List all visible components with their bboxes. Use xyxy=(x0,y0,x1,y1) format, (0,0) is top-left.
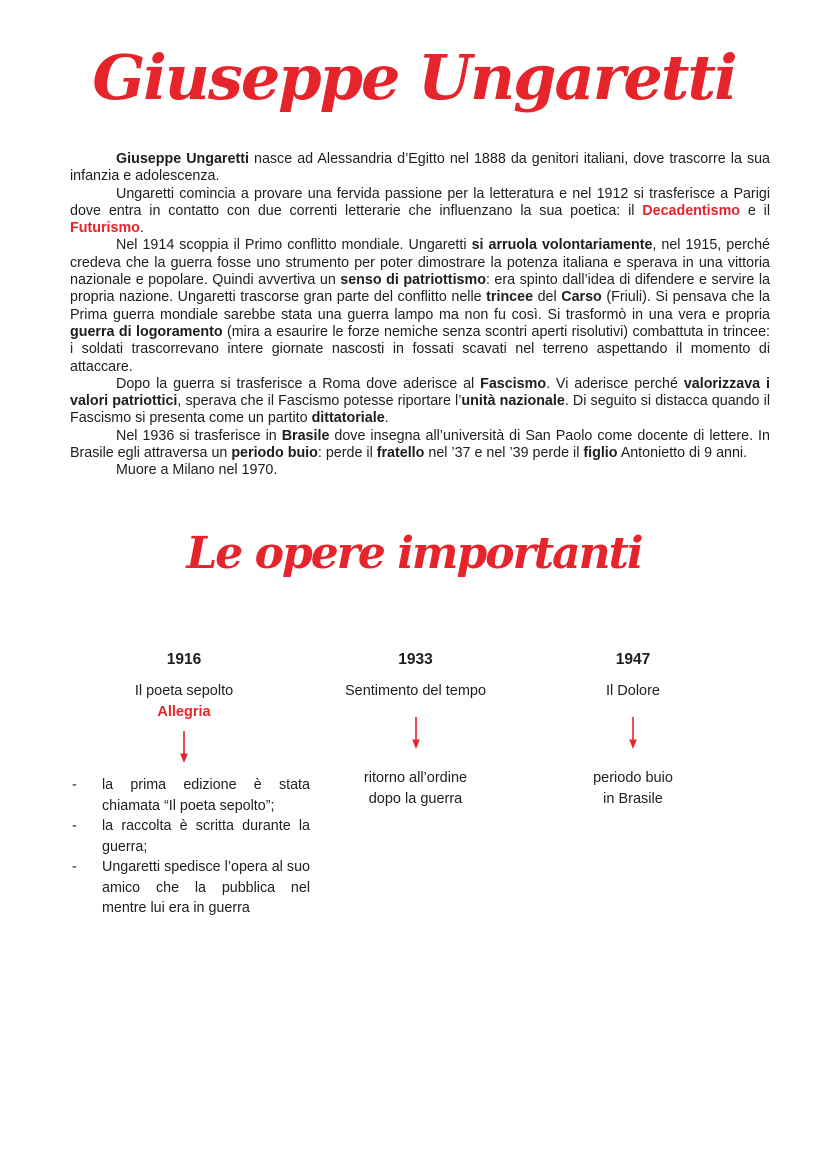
down-arrow-icon xyxy=(410,716,422,750)
down-arrow-icon xyxy=(627,716,639,750)
bullet-marker: - xyxy=(72,777,77,793)
work-title: Il Dolore xyxy=(606,683,660,699)
work-title: Il poeta sepolto xyxy=(134,683,234,699)
page-title: Giuseppe Ungaretti xyxy=(92,41,736,114)
work-notes xyxy=(523,768,743,810)
timeline-column-1947 xyxy=(523,650,743,810)
bio-paragraph: Ungaretti comincia a provare una fervida passione per la letteratura e nel 1912 si trasferisce a Parigi dove entra in contatto con due correnti letterarie che influenzano la sua poetica: il Decadentismo e il Futurismo. xyxy=(70,185,771,237)
bio-paragraph: Dopo la guerra si trasferisce a Roma dove aderisce al Fascismo. Vi aderisce perché valorizzava i valori patriottici, sperava che il Fascismo potesse riportare l’unità nazionale. Di seguito si distacca quando il Fascismo si presenta come un partito dittatoriale. xyxy=(70,375,770,427)
bullet-item xyxy=(72,857,310,919)
note-line: periodo buio xyxy=(593,770,673,786)
timeline-column-1916 xyxy=(58,650,310,919)
biography-text xyxy=(70,151,770,480)
bio-paragraph: Nel 1914 scoppia il Primo conflitto mondiale. Ungaretti si arruola volontariamente, nel 1915, perché credeva che la guerra fosse uno strumento per poter dimostrare la potenza italiana e sperava in una vittoria nazionale e popolare. Quindi avvertiva un senso di patriottismo: era spinto dall’idea di difendere e servire la propria nazione. Ungaretti trascorse gran parte del conflitto nelle trincee del Carso (Friuli). Si pensava che la Prima guerra mondiale sarebbe stata una guerra lampo ma non fu così. Si trasformò in una vera e propria guerra di logoramento (mira a esaurire le forze nemiche senza scontri aperti risolutivi) combattuta in trincee: i soldati trascorrevano intere giornate nascosti in fossati scavati nel terreno aspettando il momento di attaccare. xyxy=(70,237,770,375)
bullet-marker: - xyxy=(72,818,77,834)
works-timeline xyxy=(0,650,828,1120)
work-title: Sentimento del tempo xyxy=(344,683,487,699)
year-label: 1933 xyxy=(398,651,433,668)
note-line: dopo la guerra xyxy=(368,791,463,807)
bullet-text: Ungaretti spedisce l’opera al suo amico che la pubblica nel mentre lui era in guerra xyxy=(102,859,310,916)
year-label: 1947 xyxy=(615,651,651,668)
note-line: in Brasile xyxy=(603,791,663,807)
bullet-item xyxy=(72,775,310,816)
bullet-item xyxy=(72,816,310,857)
bullet-text: la prima edizione è stata chiamata “Il poeta sepolto”; xyxy=(102,777,310,814)
work-title-highlight: Allegria xyxy=(157,704,211,720)
bullet-list xyxy=(72,775,310,919)
bio-paragraph: Muore a Milano nel 1970. xyxy=(116,462,278,479)
bio-paragraph: Nel 1936 si trasferisce in Brasile dove insegna all’università di San Paolo come docente di lettere. In Brasile egli attraversa un periodo buio: perde il fratello nel ’37 e nel ’39 perde il figlio Antonietto di 9 anni. xyxy=(70,427,770,462)
year-label: 1916 xyxy=(166,651,202,668)
bio-paragraph: Giuseppe Ungaretti nasce ad Alessandria d’Egitto nel 1888 da genitori italiani, dove trascorre la sua infanzia e adolescenza. xyxy=(70,151,770,185)
bullet-text: la raccolta è scritta durante la guerra; xyxy=(102,818,310,855)
note-line: ritorno all’ordine xyxy=(363,770,468,786)
section-title: Le opere importanti xyxy=(186,528,642,579)
timeline-column-1933 xyxy=(298,650,533,810)
down-arrow-icon xyxy=(178,730,190,764)
work-notes xyxy=(298,768,533,810)
bullet-marker: - xyxy=(72,859,77,875)
